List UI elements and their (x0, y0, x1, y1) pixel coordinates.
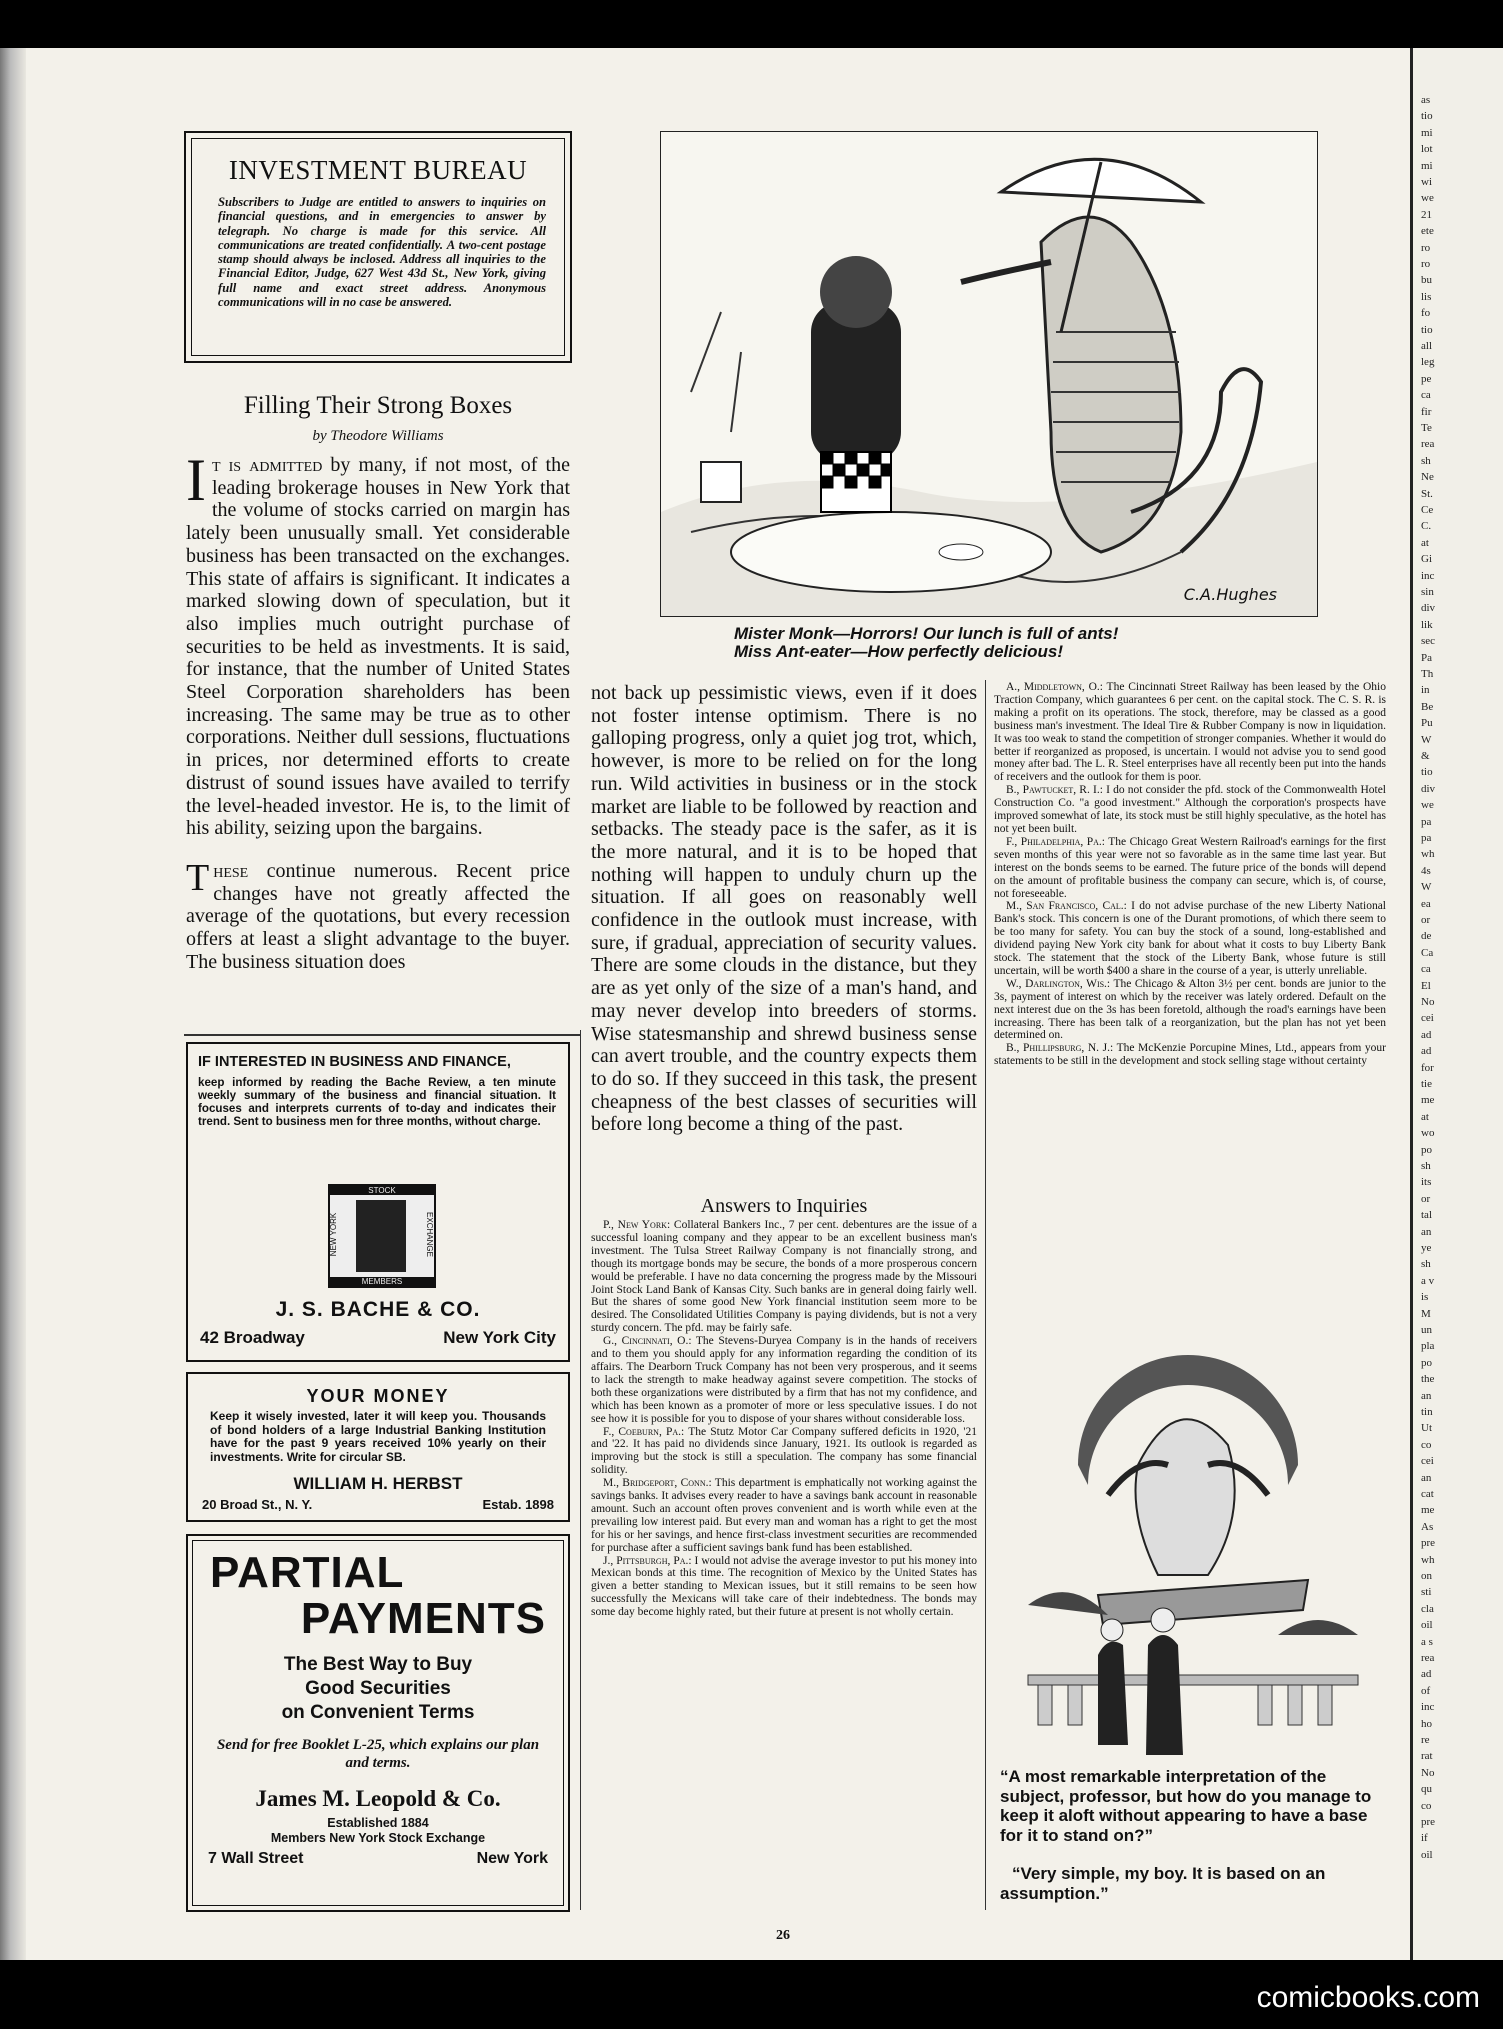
facing-page-fragment: its (1421, 1176, 1432, 1189)
cartoon2-caption-2: “Very simple, my boy. It is based on an assumption.” (1000, 1864, 1326, 1903)
watermark: comicbooks.com (1256, 1981, 1480, 2014)
cartoon-signature: C.A.Hughes (1183, 585, 1277, 604)
facing-page-fragment: an (1421, 1471, 1432, 1484)
facing-page-fragment: cat (1421, 1488, 1434, 1500)
facing-page-fragment: No (1421, 1766, 1435, 1779)
facing-page-fragment: Ca (1421, 946, 1434, 959)
facing-page-fragment: sh (1421, 454, 1431, 467)
facing-page-fragment: tie (1421, 1078, 1432, 1090)
facing-page-fragment: ro (1421, 241, 1431, 254)
facing-page-fragment: or (1421, 1192, 1431, 1205)
leopold-city: New York (476, 1850, 548, 1867)
horizontal-rule (184, 1034, 580, 1036)
facing-page-fragment: tio (1421, 323, 1433, 336)
facing-page-fragment: div (1421, 602, 1436, 615)
statue-drawing (1028, 1345, 1358, 1760)
facing-page-fragment: Ne (1421, 471, 1434, 484)
facing-page-fragment: Ce (1421, 504, 1434, 516)
facing-page-fragment: cei (1421, 1012, 1434, 1025)
facing-page-fragment: tio (1421, 110, 1433, 123)
facing-page-fragment: sec (1421, 635, 1436, 648)
facing-page-fragment: a s (1421, 1635, 1433, 1648)
facing-page-fragment: wi (1421, 176, 1432, 188)
cartoon1-caption-1: Mister Monk—Horrors! Our lunch is full of ants! (734, 624, 1119, 643)
bureau-title: INVESTMENT BUREAU (228, 155, 528, 185)
article-column-2 (591, 682, 977, 1182)
facing-page-fragment: ca (1421, 389, 1431, 402)
answer-inquirer: B., Pawtucket, R. I.: (1006, 784, 1103, 797)
facing-page-fragment: inc (1421, 1701, 1435, 1714)
facing-page-fragment: pre (1421, 1816, 1436, 1828)
facing-page-fragment: for (1421, 1061, 1434, 1074)
facing-page-fragment: sti (1421, 1586, 1432, 1599)
article-paragraph-1: by many, if not most, of the leading brokerage houses in New York that the volume of stocks carried on margin has lately been unusually small. Yet considerable business has been transacted on the exchanges. This state of affairs is significant. It indicates a marked slowing down of speculation, but it also implies much outright purchase of securities to be held as investments. It is said, for instance, that the number of United States Steel Corporation shareholders has been increasing. The same may be true as to other corporations. Neither dull sessions, fluctuations in prices, nor determined efforts to create distrust of sound issues have availed to terrify the level-headed investor. He is, to the limit of his ability, seizing upon the bargains. (186, 454, 570, 840)
facing-page-fragment: W (1421, 733, 1432, 746)
answer-entry (591, 1335, 977, 1425)
answer-text: The Cincinnati Street Railway has been leased by the Ohio Traction Company, which guarantees 6 per cent. on the capital stock. The C. S. R. is making a profit on its operations. The stock, therefore, may be classed as a good business man's investment. The Ideal Tire & Rubber Company is now in liquidation. It was too weak to stand the competition of stronger companies. Whether it would do better if reorganized as proposed, is uncertain. I would not advise you to send good money after bad. The L. R. Steel enterprises have all recently been put into the hands of receivers and the outlook for them is poor. (994, 681, 1386, 784)
facing-page-fragment: cei (1421, 1455, 1434, 1468)
herbst-firm: WILLIAM H. HERBST (293, 1474, 463, 1493)
herbst-address: 20 Broad St., N. Y. (202, 1497, 313, 1512)
leopold-established: Established 1884 (327, 1816, 429, 1830)
facing-page-fragment: me (1421, 1094, 1435, 1107)
answers-column-2 (994, 681, 1386, 1329)
facing-page-fragment: lis (1421, 290, 1432, 303)
answer-entry (591, 1555, 977, 1620)
leopold-firm: James M. Leopold & Co. (255, 1786, 501, 1811)
answer-inquirer: B., Phillipsburg, N. J.: (1006, 1042, 1114, 1055)
answer-entry (994, 1042, 1386, 1068)
answer-entry (994, 900, 1386, 977)
facing-page-fragment: 21 (1421, 208, 1432, 221)
answer-text: The Stevens-Duryea Company is in the hands of receivers and to them you should apply for any information regarding the condition of its affairs. The Dearborn Truck Company has not been very prosperous, and it seems to lack the strength to make headway against severe competition. The stocks of both these organizations were distributed by a firm that has not my confidence, and which has been known as a promoter of more or less speculative issues. I do not see how it is possible for you to dispose of your shares without considerable loss. (591, 1335, 977, 1425)
lead-in-1: t is admitted (211, 454, 323, 476)
facing-page-fragment: div (1421, 782, 1436, 795)
answer-inquirer: F., Philadelphia, Pa.: (1006, 835, 1105, 848)
monkey-anteater-cartoon (660, 131, 1318, 617)
facing-page-fragment: wh (1421, 1553, 1435, 1566)
facing-page-fragment: As (1421, 1520, 1434, 1533)
leopold-sub-1: The Best Way to Buy (283, 1654, 473, 1675)
leopold-sub-2: Good Securities (305, 1678, 451, 1699)
article-column-1 (186, 447, 570, 973)
herbst-body: Keep it wisely invested, later it will keep you. Thousands of bond holders of a large Industrial Banking Institution have for the past 9 years received 10% yearly on their investments. Write for circular SB. (210, 1409, 546, 1464)
facing-page-fragment: C. (1421, 520, 1432, 533)
facing-page-fragment: if (1421, 1832, 1428, 1845)
facing-page-fragment: Pu (1421, 717, 1433, 730)
answer-text: The Chicago & Alton 3½ per cent. bonds are junior to the 3s, payment of interest on which by the receiver was lately ordered. Default on the next interest due on the 3s has been foretold, although the road's earnings have been increasing. There has been talk of a reorganization, but the plan has not yet been determined on. (994, 977, 1386, 1042)
facing-page-fragment: Pa (1421, 651, 1432, 664)
answers-title: Answers to Inquiries (700, 1195, 868, 1217)
facing-page-fragment: ho (1421, 1717, 1432, 1730)
answer-text: I do not advise purchase of the new Liberty National Bank's stock. This concern is one of the Durant promotions, of which there seem to be too many for safety. You can buy the stock of a sound, long-established and dividend paying New York city bank for about what it costs to buy Liberty Bank stock. The statement that the stock of the Liberty Bank, whose future is still uncertain, will be worth $400 a share in the course of a year, is utterly unreliable. (994, 900, 1386, 977)
answer-inquirer: F., Coeburn, Pa.: (603, 1425, 685, 1438)
facing-page-fragment: fir (1421, 405, 1432, 418)
facing-page-fragment: on (1421, 1570, 1432, 1582)
facing-page-fragment: co (1421, 1438, 1432, 1451)
logo-exchange: EXCHANGE (425, 1212, 435, 1257)
facing-page-fragment: W (1421, 881, 1432, 894)
drop-cap-i: I (186, 447, 206, 513)
facing-page-fragment: in (1421, 684, 1430, 697)
facing-page-fragment: wh (1421, 848, 1435, 861)
facing-page-fragment: mi (1421, 159, 1433, 172)
page-number: 26 (776, 1928, 790, 1943)
facing-page-fragment: ro (1421, 258, 1431, 270)
facing-page-fragment: Be (1421, 700, 1434, 713)
answer-inquirer: A., Middletown, O.: (1006, 681, 1103, 693)
facing-page-fragment: oil (1421, 1848, 1433, 1861)
facing-page-fragment: Te (1421, 422, 1432, 434)
facing-page-fragment: at (1421, 1110, 1429, 1123)
answer-text: The Stutz Motor Car Company suffered deficits in 1920, '21 and '22. It has paid no dividends since January, 1921. Its outlook is regarded as improving but the stock is still a speculation. The company has some financial solidity. (591, 1425, 978, 1477)
facing-page-fragment: sin (1421, 586, 1434, 598)
facing-page (1410, 48, 1503, 1960)
facing-page-fragment: me (1421, 1504, 1435, 1517)
cartoon1-caption-2: Miss Ant-eater—How perfectly delicious! (734, 642, 1064, 661)
leopold-headline-2: PAYMENTS (300, 1594, 546, 1643)
facing-page-fragment: ad (1421, 1668, 1432, 1681)
facing-page-fragment: qu (1421, 1783, 1432, 1796)
logo-new-york: NEW YORK (329, 1212, 339, 1257)
facing-page-fragment: leg (1421, 356, 1435, 369)
facing-page-fragment: pre (1421, 1537, 1436, 1550)
facing-page-fragment: rea (1421, 1652, 1435, 1664)
leopold-address: 7 Wall Street (208, 1850, 304, 1867)
facing-page-fragment: mi (1421, 126, 1433, 139)
leopold-headline-1: PARTIAL (210, 1548, 405, 1597)
column-rule-1 (580, 1030, 581, 1910)
facing-page-fragment: No (1421, 996, 1435, 1008)
facing-page-fragment: M (1421, 1307, 1431, 1320)
leopold-ad (186, 1534, 570, 1912)
bache-body: keep informed by reading the Bache Review, a ten minute weekly summary of the business and financial situation. It focuses and interprets currents of to-day and indicates their trend. Sent to business men for three months, without charge. (198, 1076, 556, 1128)
answer-inquirer: W., Darlington, Wis.: (1006, 977, 1111, 990)
facing-page-fragment: rat (1421, 1750, 1433, 1763)
facing-page-fragment: as (1421, 94, 1431, 106)
facing-page-fragment: ad (1421, 1028, 1432, 1041)
answer-inquirer: M., San Francisco, Cal.: (1006, 900, 1127, 913)
facing-page-fragment: El (1421, 979, 1431, 992)
article-title: Filling Their Strong Boxes (243, 392, 513, 419)
facing-page-fragment: lot (1421, 143, 1433, 156)
answer-text: This department is emphatically not working against the savings banks. It advises every reader to have a savings bank account in reasonable amount. Such an account often proves convenient and is worth while even at the prevailing low interest paid. But every man and woman has a right to get the most for his or her savings, and hence first-class investment securities are recommended for purchase after a sufficient savings bank fund has been established. (591, 1477, 977, 1554)
facing-page-fragment: Gi (1421, 553, 1432, 566)
facing-page-fragment: all (1421, 340, 1432, 352)
facing-page-fragment: pa (1421, 815, 1432, 828)
answer-entry (994, 681, 1386, 784)
cartoon2-caption-1: “A most remarkable interpretation of the subject, professor, but how do you manage to keep it aloft without appearing to have a base for it to stand on?” (1000, 1767, 1372, 1845)
bache-address: 42 Broadway (200, 1328, 305, 1347)
logo-members: MEMBERS (330, 1277, 434, 1286)
facing-page-fragment: ea (1421, 897, 1431, 910)
answer-inquirer: P., New York: (603, 1219, 671, 1231)
answer-entry (591, 1477, 977, 1554)
facing-page-fragment: an (1421, 1389, 1432, 1402)
article-byline: by Theodore Williams (312, 428, 444, 444)
leopold-sub-3: on Convenient Terms (281, 1702, 475, 1723)
facing-page-fragment: Th (1421, 668, 1434, 680)
facing-page-fragment: ye (1421, 1242, 1432, 1254)
answer-entry (591, 1219, 977, 1335)
facing-page-fragment: we (1421, 799, 1434, 812)
answer-text: Collateral Bankers Inc., 7 per cent. debentures are the issue of a successful loaning company and they appear to be an excellent business man's investment. The Tulsa Street Railway Company is not financially strong, and though its mortgage bonds may be secure, the bonds of a more prosperous concern would be preferable. I have no data concerning the progress made by the Missouri Joint Stock Land Bank of Kansas City. Such banks are in general doing fairly well. But the shares of some good New York financial institution seem more to be desired. The Consolidated Utilities Company is paying dividends, but is not a very sturdy concern. The pfd. may be fairly safe. (591, 1219, 977, 1335)
facing-page-fragment: the (1421, 1373, 1435, 1386)
lead-in-2: hese (213, 859, 249, 882)
facing-page-fragment: a v (1421, 1274, 1435, 1287)
facing-page-fragment: de (1421, 930, 1432, 943)
facing-page-fragment: at (1421, 536, 1429, 549)
answer-text: The McKenzie Porcupine Mines, Ltd., appears from your statements to be still in the development and stock selling stage without certainty (994, 1042, 1387, 1068)
facing-page-fragment: ete (1421, 225, 1434, 238)
facing-page-fragment: re (1421, 1734, 1430, 1746)
facing-page-fragment: un (1421, 1324, 1432, 1336)
facing-page-fragment: ad (1421, 1045, 1432, 1058)
facing-page-fragment: lik (1421, 618, 1433, 631)
drop-cap-t: T (186, 856, 210, 899)
leopold-send: Send for free Booklet L-25, which explains our plan and terms. (216, 1737, 540, 1771)
bureau-text: Subscribers to Judge are entitled to answers to inquiries on financial questions, and in emergencies to answer by telegraph. No charge is made for this service. All communications are treated confidentially. A two-cent postage stamp should always be inclosed. Address all inquiries to the Financial Editor, Judge, 627 West 43d St., New York, giving full name and exact street address. Anonymous communications will in no case be answered. (218, 195, 546, 310)
professor-statue-cartoon (1028, 1345, 1358, 1760)
answer-entry (994, 784, 1386, 836)
facing-page-fragment: pe (1421, 372, 1432, 385)
cartoon-drawing (661, 132, 1317, 616)
answer-entry (591, 1426, 977, 1478)
facing-page-fragment: Ut (1421, 1422, 1432, 1435)
herbst-headline: YOUR MONEY (306, 1386, 450, 1406)
facing-page-fragment: tio (1421, 766, 1433, 779)
leopold-members: Members New York Stock Exchange (270, 1831, 486, 1845)
answer-inquirer: G., Cincinnati, O.: (603, 1335, 692, 1348)
facing-page-fragment: pla (1421, 1340, 1435, 1353)
facing-page-fragment: we (1421, 192, 1434, 205)
bache-logo (328, 1184, 436, 1288)
logo-stock: STOCK (330, 1186, 434, 1195)
facing-page-fragment: or (1421, 914, 1431, 926)
herbst-estab: Estab. 1898 (482, 1497, 554, 1512)
bache-firm: J. S. BACHE & CO. (275, 1298, 481, 1321)
bache-city: New York City (443, 1328, 556, 1347)
facing-page-fragment: wo (1421, 1127, 1435, 1140)
bache-headline: IF INTERESTED IN BUSINESS AND FINANCE, (198, 1054, 511, 1070)
bache-ad (186, 1042, 570, 1362)
logo-building-icon (356, 1200, 406, 1272)
facing-page-fragment: inc (1421, 569, 1435, 582)
answer-entry (994, 978, 1386, 1043)
column-rule-2 (985, 680, 986, 1910)
facing-page-fragment: cla (1421, 1602, 1434, 1615)
facing-page-fragment: ca (1421, 963, 1431, 976)
facing-page-fragment: sh (1421, 1258, 1431, 1271)
facing-page-fragment: & (1421, 750, 1430, 762)
article-paragraph-3: not back up pessimistic views, even if it does not foster intense optimism. There is no galloping progress, only a quiet jog trot, which, however, is more to be relied on for the long run. Wild activities in business or in the stock market are liable to be followed by reaction and setbacks. The steady pace is the safer, as it is the more natural, and it is to be hoped that nothing will happen to unduly churn up the situation. If all goes on reasonably well confidence in the outlook must increase, with sure, if gradual, appreciation of security values. There are some clouds in the distance, but they are as yet only of the size of a man's hand, and may never develop into breeders of storms. Wise statesmanship and shrewd business sense can avert trouble, and the country expects them to do so. If they succeed in this task, the present cheapness of the best classes of securities will before long become a thing of the past. (591, 682, 977, 1136)
facing-page-fragment: fo (1421, 307, 1431, 320)
book-binding (0, 48, 26, 1960)
investment-bureau-box (184, 131, 572, 363)
herbst-ad (186, 1372, 570, 1522)
facing-page-fragment: of (1421, 1684, 1431, 1697)
answer-inquirer: M., Bridgeport, Conn.: (603, 1477, 712, 1490)
facing-page-fragment: co (1421, 1799, 1432, 1812)
answer-text: I would not advise the average investor to put his money into Mexican bonds at this time. The recognition of Mexico by the United States has given a better standing to Mexican issues, but it still remains to be seen how successfully the Mexicans will take care of their indebtedness. The bonds may some day become highly rated, but their future at present is not wholly certain. (591, 1554, 977, 1619)
facing-page-fragment: pa (1421, 832, 1432, 844)
answer-text: I do not consider the pfd. stock of the Commonwealth Hotel Construction Co. "a good investment." Although the corporation's prospects have improved somewhat of late, its stock must be still highly speculative, as the hotel has not yet been built. (994, 784, 1387, 835)
answer-inquirer: J., Pittsburgh, Pa.: (603, 1554, 692, 1567)
answer-text: The Chicago Great Western Railroad's earnings for the first seven months of this year were not so favorable as in the same time last year. But interest on the bonds seems to be earned. The future price of the bonds will depend on the amount of profitable business the company can secure, which is, of course, not foreseeable. (994, 835, 1386, 900)
answer-entry (994, 836, 1386, 901)
facing-page-fragment: tin (1421, 1406, 1433, 1418)
facing-page-fragment: is (1421, 1291, 1429, 1304)
facing-page-fragment: 4s (1421, 864, 1431, 877)
facing-page-fragment: tal (1421, 1209, 1432, 1222)
facing-page-fragment: po (1421, 1356, 1432, 1369)
facing-page-fragment: oil (1421, 1619, 1433, 1632)
article-paragraph-2: continue numerous. Recent price changes have not greatly affected the average of the quotations, but every recession offers at least a slight advantage to the buyer. The business situation does (186, 859, 570, 973)
answers-column-1 (591, 1219, 977, 1909)
facing-page-fragment: an (1421, 1225, 1432, 1238)
facing-page-fragment: po (1421, 1143, 1432, 1156)
facing-page-fragment: bu (1421, 274, 1432, 287)
facing-page-fragment: rea (1421, 438, 1435, 451)
facing-page-fragment: sh (1421, 1160, 1431, 1172)
facing-page-fragment: St. (1421, 487, 1433, 500)
